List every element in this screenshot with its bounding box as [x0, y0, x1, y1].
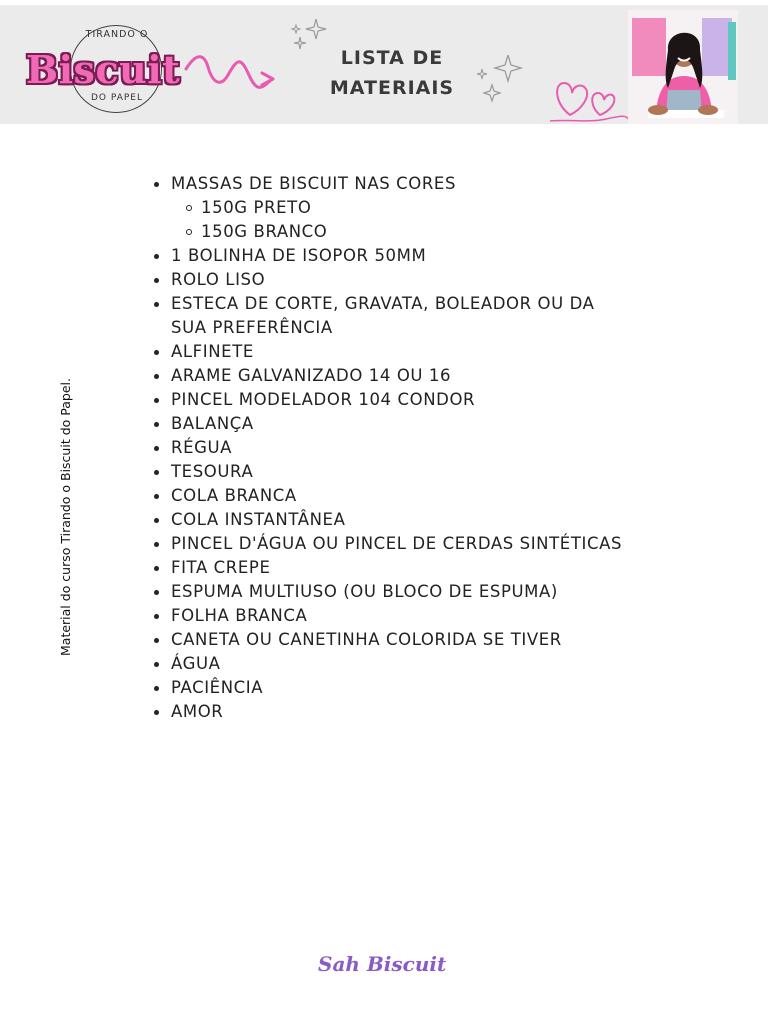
bullet-dot-icon: [154, 518, 159, 523]
footer-brand-logo: [318, 952, 458, 988]
materials-list: [152, 172, 632, 724]
bullet-dot-icon: [154, 494, 159, 499]
course-side-note: Material do curso Tirando o Biscuit do Papel.: [58, 378, 73, 656]
list-item: [152, 460, 632, 484]
list-item: [152, 604, 632, 628]
bullet-dot-icon: [154, 422, 159, 427]
bullet-dot-icon: [154, 182, 159, 187]
list-item: [152, 172, 632, 196]
list-subitem-text: 150G BRANCO: [201, 222, 328, 241]
list-item-text: FOLHA BRANCA: [171, 606, 308, 625]
logo-top-text: TIRANDO O: [85, 29, 149, 40]
list-item: [152, 436, 632, 460]
page-title-line-1: LISTA DE: [340, 47, 444, 69]
list-item-text: AMOR: [171, 702, 224, 721]
list-item-text: FITA CREPE: [171, 558, 271, 577]
list-item: [152, 292, 632, 340]
list-item: [152, 700, 632, 724]
bullet-dot-icon: [154, 254, 159, 259]
bullet-dot-icon: [154, 710, 159, 715]
logo-main-text: Biscuit: [26, 47, 181, 92]
bullet-dot-icon: [154, 542, 159, 547]
bullet-dot-icon: [154, 614, 159, 619]
bullet-dot-icon: [154, 470, 159, 475]
list-item-text: ARAME GALVANIZADO 14 OU 16: [171, 366, 452, 385]
list-item-text: PACIÊNCIA: [171, 678, 264, 697]
list-subitem: [152, 220, 632, 244]
list-item: [152, 412, 632, 436]
list-item-text: BALANÇA: [171, 414, 254, 433]
bullet-dot-icon: [154, 278, 159, 283]
list-item: [152, 388, 632, 412]
list-item: [152, 244, 632, 268]
footer-brand-text: Sah Biscuit: [318, 952, 447, 976]
list-item-text: RÉGUA: [171, 438, 233, 457]
list-item: [152, 340, 632, 364]
list-item: [152, 652, 632, 676]
bullet-circle-icon: [186, 205, 192, 211]
bullet-dot-icon: [154, 374, 159, 379]
list-item-text: CANETA OU CANETINHA COLORIDA SE TIVER: [171, 630, 562, 649]
sparkle-icon: [476, 55, 526, 115]
list-item-text: 1 BOLINHA DE ISOPOR 50MM: [171, 246, 427, 265]
page-title: [304, 43, 480, 103]
list-item-text: ESPUMA MULTIUSO (OU BLOCO DE ESPUMA): [171, 582, 558, 601]
squiggle-arrow-icon: [182, 49, 278, 99]
list-item-text: ROLO LISO: [171, 270, 266, 289]
list-subitem: [152, 196, 632, 220]
bullet-dot-icon: [154, 302, 159, 307]
list-item-text: PINCEL D'ÁGUA OU PINCEL DE CERDAS SINTÉTICAS: [171, 534, 623, 553]
list-item-text: COLA INSTANTÂNEA: [171, 510, 346, 529]
list-item-text: TESOURA: [171, 462, 254, 481]
list-subitem-text: 150G PRETO: [201, 198, 312, 217]
list-item: [152, 556, 632, 580]
instructor-photo: [628, 10, 738, 124]
list-item: [152, 364, 632, 388]
list-item: [152, 628, 632, 652]
logo-bottom-text: DO PAPEL: [90, 93, 143, 103]
bullet-dot-icon: [154, 638, 159, 643]
list-item: [152, 508, 632, 532]
header-banner: [0, 5, 768, 124]
bullet-dot-icon: [154, 398, 159, 403]
list-item-text: MASSAS DE BISCUIT NAS CORES: [171, 174, 457, 193]
list-item: [152, 268, 632, 292]
bullet-dot-icon: [154, 566, 159, 571]
bullet-dot-icon: [154, 686, 159, 691]
bullet-dot-icon: [154, 446, 159, 451]
page-title-line-2: MATERIAIS: [329, 77, 455, 99]
list-item: [152, 532, 632, 556]
bullet-circle-icon: [186, 229, 192, 235]
list-item-text: ESTECA DE CORTE, GRAVATA, BOLEADOR OU DA SUA PREFERÊNCIA: [171, 294, 595, 337]
list-item-text: ALFINETE: [171, 342, 254, 361]
list-item-text: ÁGUA: [171, 654, 221, 673]
list-item: [152, 580, 632, 604]
list-item-text: COLA BRANCA: [171, 486, 297, 505]
bullet-dot-icon: [154, 350, 159, 355]
hearts-doodle-icon: [548, 75, 632, 127]
course-logo: [22, 23, 181, 113]
list-item-text: PINCEL MODELADOR 104 CONDOR: [171, 390, 476, 409]
bullet-dot-icon: [154, 590, 159, 595]
list-item: [152, 676, 632, 700]
list-item: [152, 484, 632, 508]
bullet-dot-icon: [154, 662, 159, 667]
